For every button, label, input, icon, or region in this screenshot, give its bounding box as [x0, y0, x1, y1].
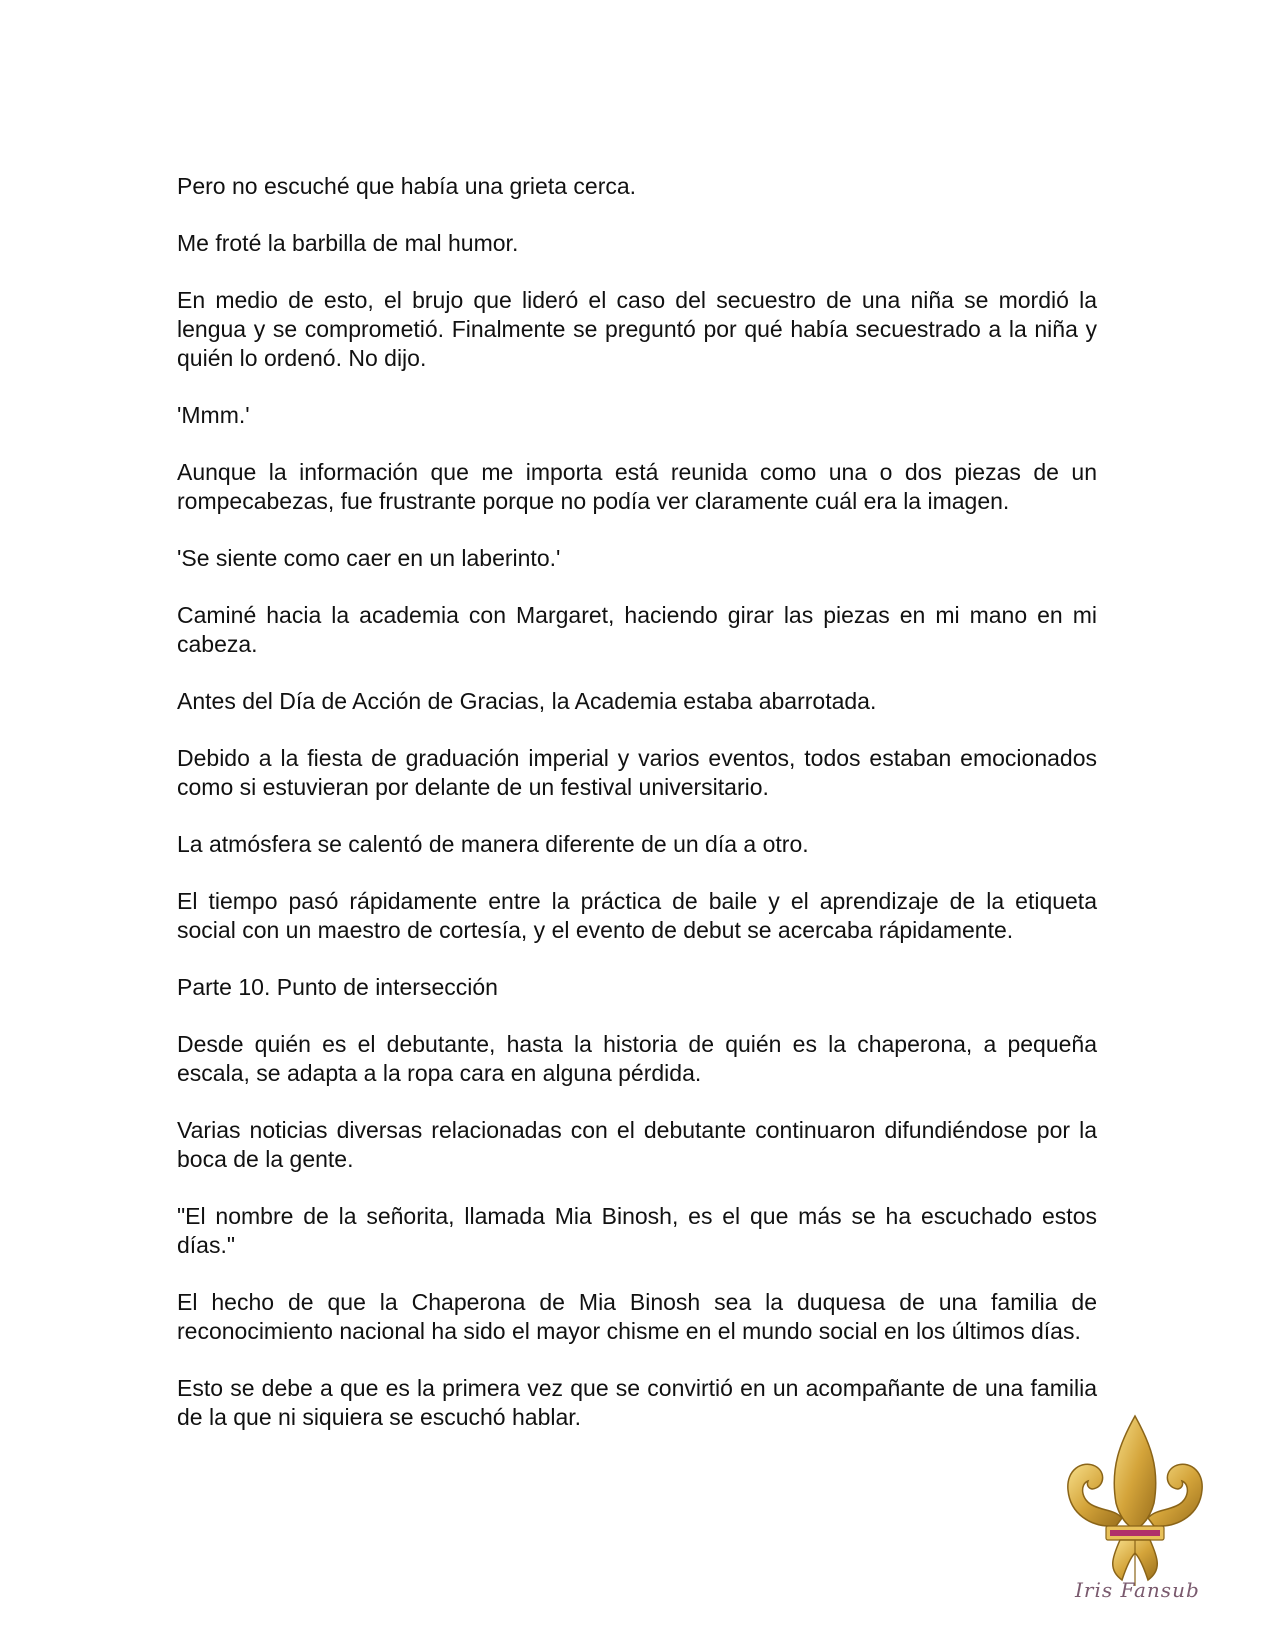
paragraph: La atmósfera se calentó de manera diferente de un día a otro.	[177, 831, 809, 857]
paragraph: El hecho de que la Chaperona de Mia Binosh sea la duquesa de una familia de reconocimiento nacional ha sido el mayor chisme en el mundo social en los últimos días.	[177, 1289, 1097, 1344]
paragraph: Me froté la barbilla de mal humor.	[177, 230, 519, 256]
paragraph: 'Mmm.'	[177, 402, 250, 428]
paragraph: Caminé hacia la academia con Margaret, haciendo girar las piezas en mi mano en mi cabeza.	[177, 602, 1097, 657]
paragraph: Varias noticias diversas relacionadas con el debutante continuaron difundiéndose por la boca de la gente.	[177, 1117, 1097, 1172]
paragraph: En medio de esto, el brujo que lideró el caso del secuestro de una niña se mordió la lengua y se comprometió. Finalmente se preguntó por qué había secuestrado a la niña y quién lo ordenó. No dijo.	[177, 287, 1097, 371]
paragraph: Aunque la información que me importa está reunida como una o dos piezas de un rompecabezas, fue frustrante porque no podía ver claramente cuál era la imagen.	[177, 459, 1097, 514]
document-body	[177, 172, 1097, 1460]
paragraph: Antes del Día de Acción de Gracias, la Academia estaba abarrotada.	[177, 688, 877, 714]
paragraph: "El nombre de la señorita, llamada Mia Binosh, es el que más se ha escuchado estos días."	[177, 1203, 1097, 1258]
paragraph: Esto se debe a que es la primera vez que se convirtió en un acompañante de una familia de la que ni siquiera se escuchó hablar.	[177, 1375, 1097, 1430]
section-heading: Parte 10. Punto de intersección	[177, 974, 498, 1000]
paragraph: Pero no escuché que había una grieta cerca.	[177, 173, 637, 199]
paragraph: Debido a la fiesta de graduación imperial y varios eventos, todos estaban emocionados como si estuvieran por delante de un festival universitario.	[177, 745, 1097, 800]
paragraph: El tiempo pasó rápidamente entre la práctica de baile y el aprendizaje de la etiqueta social con un maestro de cortesía, y el evento de debut se acercaba rápidamente.	[177, 888, 1097, 943]
paragraph: 'Se siente como caer en un laberinto.'	[177, 545, 561, 571]
watermark-text: Iris Fansub	[1075, 1578, 1200, 1602]
paragraph: Desde quién es el debutante, hasta la historia de quién es la chaperona, a pequeña escala, se adapta a la ropa cara en alguna pérdida.	[177, 1031, 1097, 1086]
